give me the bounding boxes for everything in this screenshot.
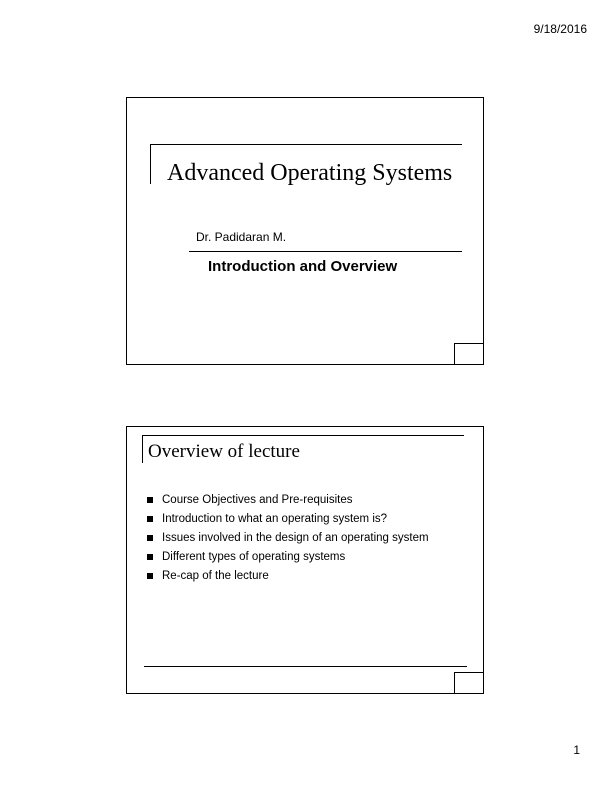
square-bullet-icon — [147, 554, 153, 560]
subtitle-rule — [189, 251, 462, 252]
author-name: Dr. Padidaran M. — [196, 230, 287, 244]
list-item-text: Introduction to what an operating system is? — [162, 513, 388, 525]
title-rule-vertical — [150, 144, 151, 184]
list-item — [147, 567, 429, 586]
slide-title: Advanced Operating Systems — [167, 160, 453, 186]
slide-2-overview — [126, 426, 484, 694]
list-item — [147, 548, 429, 567]
bottom-rule — [144, 666, 467, 667]
slide-corner-box — [454, 343, 484, 365]
title-rule-horizontal — [150, 144, 462, 145]
print-date: 9/18/2016 — [533, 22, 587, 36]
slide-subtitle: Introduction and Overview — [208, 258, 398, 275]
list-item-text: Different types of operating systems — [162, 551, 346, 563]
title-rule-horizontal — [142, 435, 464, 436]
bullet-list — [147, 491, 429, 586]
square-bullet-icon — [147, 535, 153, 541]
list-item — [147, 510, 429, 529]
title-rule-vertical — [142, 435, 143, 463]
square-bullet-icon — [147, 573, 153, 579]
slide-title: Overview of lecture — [148, 441, 300, 462]
square-bullet-icon — [147, 516, 153, 522]
square-bullet-icon — [147, 497, 153, 503]
list-item — [147, 491, 429, 510]
list-item-text: Re-cap of the lecture — [162, 570, 269, 582]
list-item-text: Course Objectives and Pre-requisites — [162, 494, 353, 506]
slide-corner-box — [454, 672, 484, 694]
list-item-text: Issues involved in the design of an operating system — [162, 532, 429, 544]
slide-1-title-slide — [126, 97, 484, 365]
list-item — [147, 529, 429, 548]
page-number: 1 — [573, 743, 580, 757]
